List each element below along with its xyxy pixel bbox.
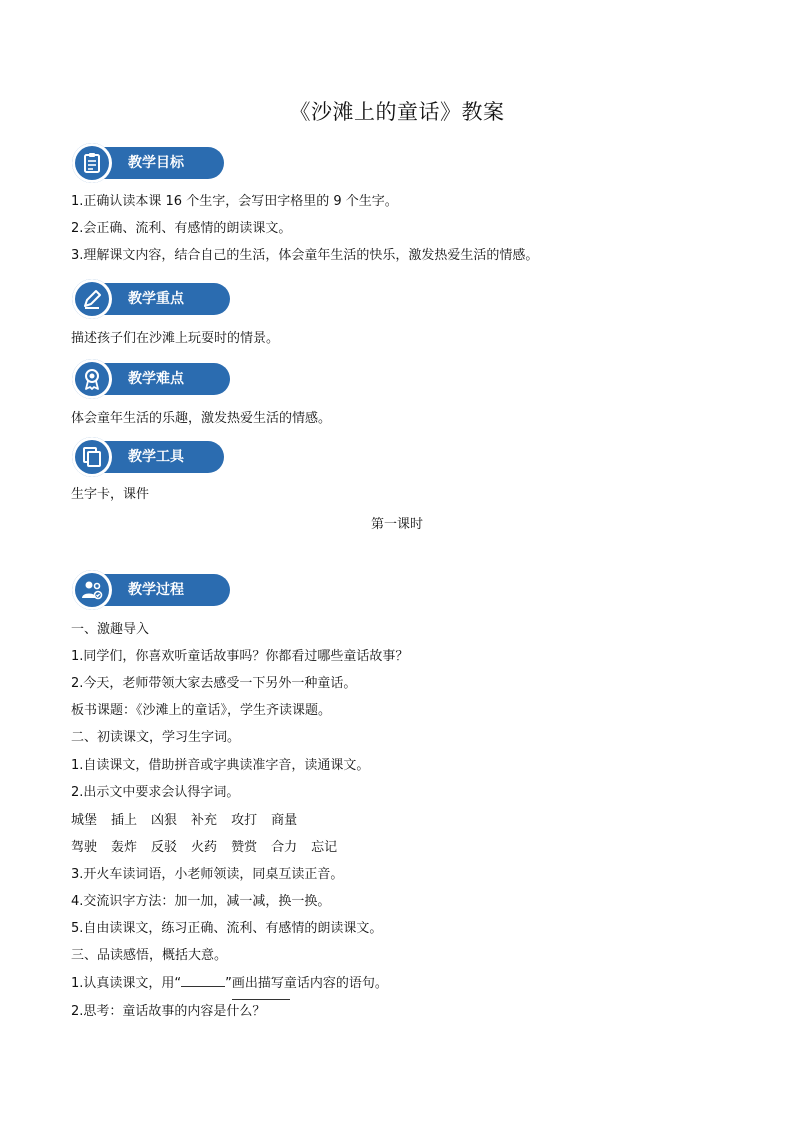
clipboard-icon <box>72 143 112 183</box>
word: 驾驶 <box>71 840 98 855</box>
word: 攻打 <box>231 813 258 828</box>
process-heading: 教学过程 <box>86 574 230 606</box>
word: 凶狠 <box>151 813 178 828</box>
word: 赞赏 <box>231 840 258 855</box>
difficulty-banner <box>72 359 224 399</box>
lesson-label: 第一课时 <box>370 517 423 532</box>
word-row-2 <box>71 839 351 857</box>
word: 插上 <box>111 813 138 828</box>
word: 城堡 <box>71 813 98 828</box>
key-banner <box>72 279 224 319</box>
goal-item-2: 2.会正确、流利、有感情的朗读课文。 <box>71 221 292 236</box>
difficulty-text: 体会童年生活的乐趣，激发热爱生活的情感。 <box>71 411 332 426</box>
people-icon <box>72 570 112 610</box>
step1-suffix: ”画出描写童话内容的语句。 <box>225 976 388 991</box>
process-line-10: 5.自由读课文，练习正确、流利、有感情的朗读课文。 <box>71 921 383 936</box>
word: 轰炸 <box>111 840 138 855</box>
word: 合力 <box>271 840 298 855</box>
goals-banner <box>72 143 224 183</box>
process-line-11: 三、品读感悟，概括大意。 <box>71 948 228 963</box>
word: 补充 <box>191 813 218 828</box>
page-title: 《沙滩上的童话》教案 <box>289 100 505 124</box>
word: 商量 <box>271 813 298 828</box>
process-line-5: 二、初读课文，学习生字词。 <box>71 730 241 745</box>
ribbon-icon <box>72 359 112 399</box>
word: 反驳 <box>151 840 178 855</box>
key-heading: 教学重点 <box>86 283 230 315</box>
books-icon <box>72 437 112 477</box>
blank-underline <box>181 976 225 987</box>
word-row-1 <box>71 812 311 830</box>
process-line-8: 3.开火车读词语，小老师领读，同桌互读正音。 <box>71 867 344 882</box>
process-step-2: 2.思考：童话故事的内容是什么？ <box>71 1004 266 1019</box>
tools-banner <box>72 437 224 477</box>
pencil-icon <box>72 279 112 319</box>
difficulty-heading: 教学难点 <box>86 363 230 395</box>
process-line-2: 1.同学们，你喜欢听童话故事吗？你都看过哪些童话故事？ <box>71 649 409 664</box>
key-text: 描述孩子们在沙滩上玩耍时的情景。 <box>71 331 280 346</box>
word: 火药 <box>191 840 218 855</box>
process-line-1: 一、激趣导入 <box>71 622 150 637</box>
step1-prefix: 1.认真读课文，用“ <box>71 976 182 991</box>
process-step-1 <box>71 975 388 993</box>
goal-item-1: 1.正确认读本课 16 个生字，会写田字格里的 9 个生字。 <box>71 194 398 209</box>
word: 忘记 <box>311 840 338 855</box>
process-line-4: 板书课题：《沙滩上的童话》，学生齐读课题。 <box>71 703 332 718</box>
tools-heading: 教学工具 <box>86 441 224 473</box>
process-line-7: 2.出示文中要求会认得字词。 <box>71 785 240 800</box>
process-line-9: 4.交流识字方法：加一加，减一减，换一换。 <box>71 894 331 909</box>
process-line-3: 2.今天，老师带领大家去感受一下另外一种童话。 <box>71 676 357 691</box>
process-banner <box>72 570 224 610</box>
tools-text: 生字卡，课件 <box>71 487 150 502</box>
divider <box>232 999 290 1000</box>
process-line-6: 1.自读课文，借助拼音或字典读准字音，读通课文。 <box>71 758 370 773</box>
goals-heading: 教学目标 <box>86 147 224 179</box>
goal-item-3: 3.理解课文内容，结合自己的生活，体会童年生活的快乐，激发热爱生活的情感。 <box>71 248 539 263</box>
